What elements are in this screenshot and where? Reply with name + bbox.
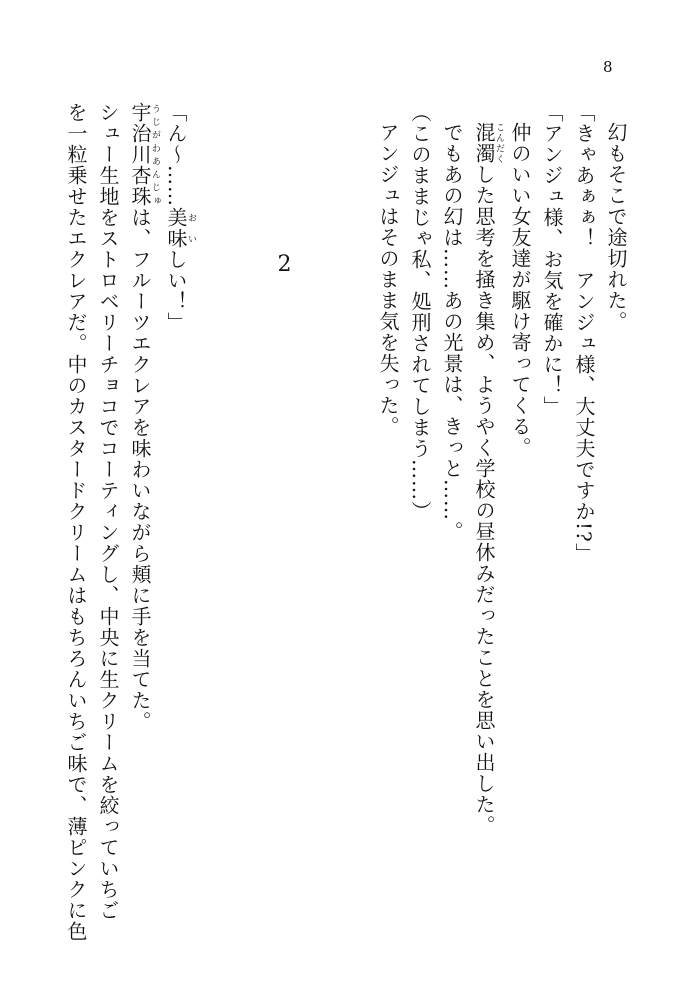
chapter-number: 2: [272, 252, 297, 278]
ruby-ujigawa-anju: 宇治川杏珠うじがわあんじゅ: [128, 102, 160, 207]
ruby-oishii: 美味おい: [164, 207, 196, 249]
text-line-12: を一粒乗せたエクレアだ。中のカスタードクリームはもちろんいちご味で、薄ピンクに色: [64, 102, 88, 942]
text-line-2: 「きゃあぁぁ！ アンジュ様、大丈夫ですか!?」: [572, 102, 596, 564]
text-line-5: 混濁こんだくした思考を掻き集め、ようやく学校の昼休みだったことを思い出した。: [472, 122, 504, 836]
text-line-9: 「ん～……美味おいしい！」: [164, 102, 196, 333]
section-gap: [300, 102, 372, 962]
text-line-3: 「アンジュ様、お気を確かに！」: [540, 102, 564, 417]
text-line-6: でもあの幻は……あの光景は、きっと……。: [440, 122, 464, 542]
novel-body-text: [60, 102, 632, 962]
text-line-1: 幻もそこで途切れた。: [604, 122, 628, 332]
section-gap: [196, 102, 268, 962]
page-number: 8: [603, 58, 613, 76]
text-line-8: アンジュはそのまま気を失った。: [376, 122, 400, 437]
ruby-konndaku: 混濁こんだく: [472, 122, 504, 164]
text-line-7: （このままじゃ私、処刑されてしまう……）: [408, 102, 432, 522]
text-line-4: 仲のいい女友達が駆け寄ってくる。: [508, 122, 532, 458]
text-line-10: 宇治川杏珠うじがわあんじゅは、フルーツエクレアを味わいながら頬に手を当てた。: [128, 102, 160, 732]
text-line-11: シュー生地をストロベリーチョコでコーティングし、中央に生クリームを絞っていちご: [96, 102, 120, 921]
